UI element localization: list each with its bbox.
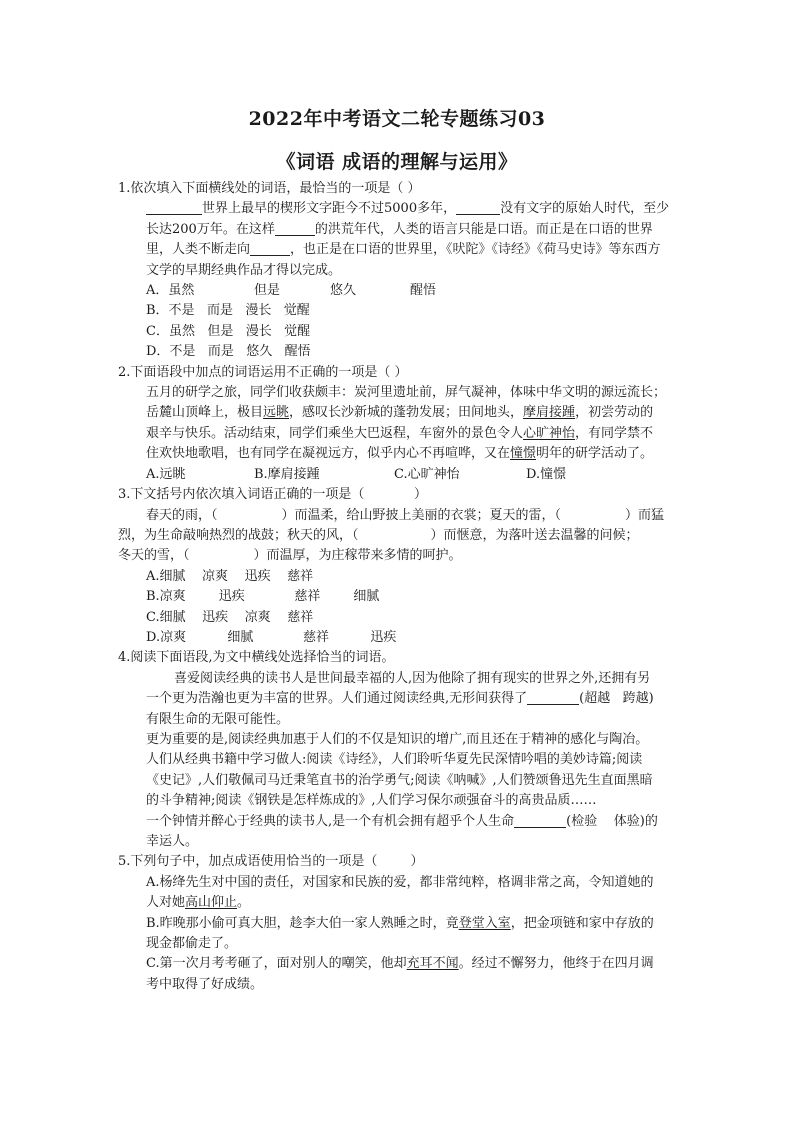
question-5-option-a-cont: 人对她高山仰止。 <box>146 895 251 911</box>
question-5-option-c-cont: 考中取得了好成绩。 <box>146 976 264 992</box>
question-2-passage-line: 住欢快地歌唱，也有同学在凝视远方，似乎内心不再喧哗，又在憧憬明年的研学活动了。 <box>146 446 654 462</box>
dotted-idiom: 充耳不闻 <box>406 956 459 972</box>
dotted-word: 憧憬 <box>510 446 537 462</box>
question-1-option-a: A．虽然 但是 悠久 醒悟 <box>146 283 437 299</box>
question-4-passage-line: 幸运人。 <box>146 834 199 849</box>
question-4-passage-line: 一个钟情并醉心于经典的读书人,是一个有机会拥有超乎个人生命 (检验 体验)的 <box>146 813 658 829</box>
option-c: C.心旷神怡 <box>394 466 460 482</box>
question-4-passage-line: 《史记》,人们敬佩司马迁秉笔直书的治学勇气;阅读《呐喊》,人们赞颂鲁迅先生直面黑暗 <box>146 772 653 788</box>
question-5-option-a: A.杨绛先生对中国的责任，对国家和民族的爱，都非常纯粹，格调非常之高，令知道她的 <box>146 874 654 890</box>
question-1-stem: 1.依次填入下面横线处的词语，最恰当的一项是（ ） <box>118 181 421 196</box>
question-4-passage-line: 一个更为浩瀚也更为丰富的世界。人们通过阅读经典,无形间获得了 (超越 跨越) <box>146 691 654 707</box>
question-3-option-d: D.凉爽 细腻 慈祥 迅疾 <box>146 629 397 645</box>
question-4-passage-line: 人们从经典书籍中学习做人:阅读《诗经》，人们聆听华夏先民深情吟唱的美妙诗篇;阅读 <box>146 752 643 768</box>
document-body <box>118 179 698 995</box>
question-4-passage-line: 的斗争精神;阅读《钢铁是怎样炼成的》,人们学习保尔顽强奋斗的高贵品质…… <box>146 793 597 809</box>
fill-blank <box>146 200 202 215</box>
question-3-passage-line: 春天的雨，（ ）而温柔，给山野披上美丽的衣裳；夏天的雷，（ ）而猛 <box>146 507 665 523</box>
fill-blank <box>275 221 315 236</box>
question-1-passage-line: 里，人类不断走向 ，也正是在口语的世界里，《吠陀》《诗经》《荷马史诗》等东西方 <box>146 242 661 258</box>
question-4-stem: 4.阅读下面语段,为文中横线处选择恰当的词语。 <box>118 650 395 666</box>
question-3-option-a: A.细腻 凉爽 迅疾 慈祥 <box>146 568 314 584</box>
fill-blank <box>527 690 579 705</box>
question-1-passage-line: 世界上最早的楔形文字距今不过5000多年， 没有文字的原始人时代，至少 <box>118 199 698 219</box>
question-2-stem: 2.下面语段中加点的词语运用不正确的一项是（ ） <box>118 364 408 380</box>
question-2-passage-line: 艰辛与快乐。活动结束，同学们乘坐大巴返程，车窗外的景色令人心旷神怡，有同学禁不 <box>146 425 654 441</box>
question-2-passage-line: 岳麓山顶峰上，极目远眺，感叹长沙新城的蓬勃发展；田间地头，摩肩接踵，初尝劳动的 <box>146 405 654 421</box>
question-3-option-b: B.凉爽 迅疾 慈祥 细腻 <box>146 589 380 605</box>
question-5-option-b-cont: 现金都偷走了。 <box>146 936 238 952</box>
question-2-options <box>118 465 698 485</box>
dotted-idiom: 高山仰止 <box>185 895 238 911</box>
dotted-word: 远眺 <box>263 405 290 421</box>
question-3-passage-line: 烈，为生命敲响热烈的战鼓；秋天的风，（ ）而惬意，为落叶送去温馨的问候； <box>118 527 639 543</box>
question-1-option-b: B．不是 而是 漫长 觉醒 <box>146 303 310 319</box>
question-3-stem: 3.下文括号内依次填入词语正确的一项是（ ） <box>118 487 427 503</box>
fill-blank <box>250 241 290 256</box>
question-1-option-c: C．虽然 但是 漫长 觉醒 <box>146 323 311 339</box>
question-3-option-c: C.细腻 迅疾 凉爽 慈祥 <box>146 609 314 625</box>
page-title: 2022年中考语文二轮专题练习03 <box>248 108 546 130</box>
question-4-passage-line: 有限生命的无限可能性。 <box>146 711 290 727</box>
question-5-stem: 5.下列句子中，加点成语使用恰当的一项是（ ） <box>118 854 424 870</box>
question-1-option-d: D．不是 而是 悠久 醒悟 <box>146 344 311 360</box>
question-1-passage-line: 长达200万年。在这样 的洪荒年代，人类的语言只能是口语。而正是在口语的世界 <box>146 221 653 237</box>
question-5-option-c: C.第一次月考考砸了，面对别人的嘲笑，他却充耳不闻。经过不懈努力，他终于在四月调 <box>146 956 654 972</box>
option-d: D.憧憬 <box>526 466 567 482</box>
question-4-passage-line: 更为重要的是,阅读经典加惠于人们的不仅是知识的增广,而且还在于精神的感化与陶冶。 <box>146 731 649 747</box>
question-1-passage-line: 文学的早期经典作品才得以完成。 <box>146 262 342 278</box>
dotted-word: 心旷神怡 <box>523 425 576 441</box>
fill-blank <box>514 813 566 828</box>
question-3-passage-line: 冬天的雪，（ ）而温厚，为庄稼带来多情的呵护。 <box>118 548 462 564</box>
fill-blank <box>456 200 500 215</box>
dotted-word: 摩肩接踵 <box>523 405 576 421</box>
option-a: A.远眺 <box>146 466 186 482</box>
dotted-idiom: 登堂入室 <box>458 915 511 931</box>
question-4-passage-line: 喜爱阅读经典的读书人是世间最幸福的人,因为他除了拥有现实的世界之外,还拥有另 <box>174 670 651 686</box>
question-5-option-b: B.昨晚那小偷可真大胆，趁李大伯一家人熟睡之时，竟登堂入室，把金项链和家中存放的 <box>146 915 654 931</box>
question-2-passage-line: 五月的研学之旅，同学们收获颇丰：炭河里遗址前，屏气凝神，体味中华文明的源远流长； <box>146 385 667 401</box>
page-subtitle: 《词语 成语的理解与运用》 <box>276 151 518 173</box>
option-b: B.摩肩接踵 <box>254 466 320 482</box>
